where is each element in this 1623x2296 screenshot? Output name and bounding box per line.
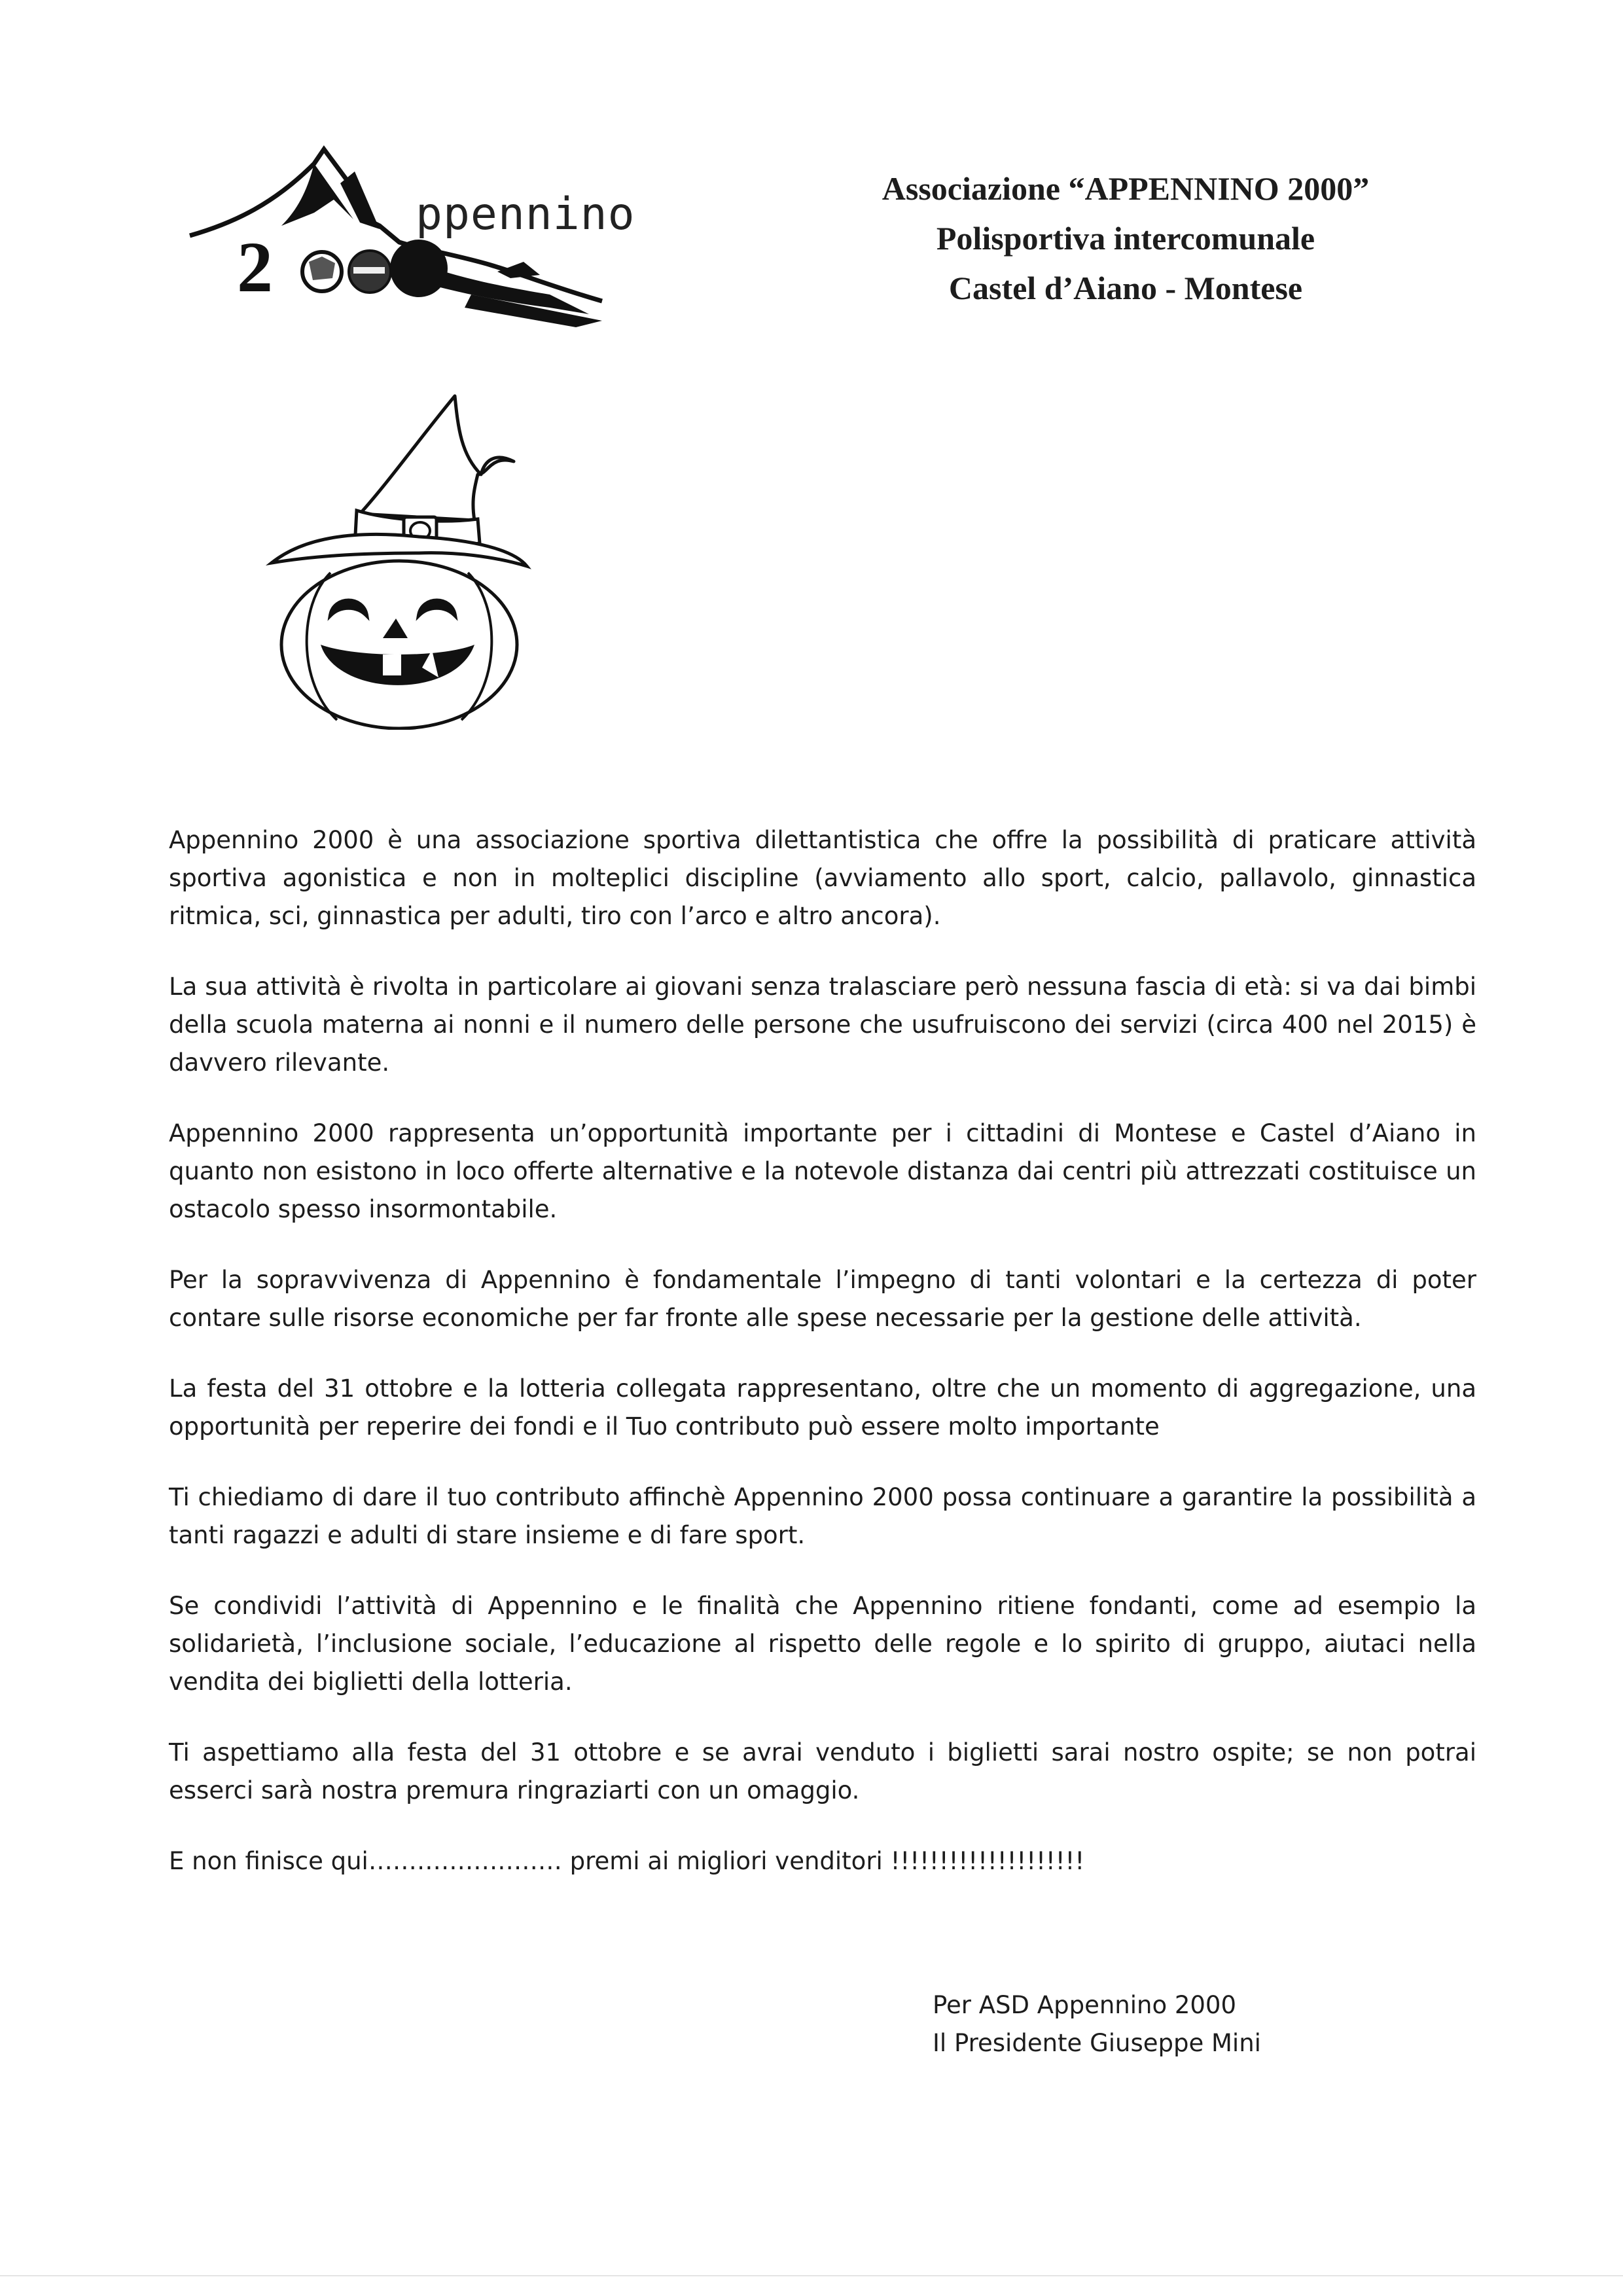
mountain-logo-icon (183, 144, 628, 340)
paragraph-lottery: Se condividi l’attività di Appennino e le finalità che Appennino ritiene fondanti, come ad esempio la solidarietà, l’inclusione sociale, l’educazione al rispetto delle regole e lo spirito di gruppo, aiutaci nella vendita dei biglietti della lotteria. (169, 1592, 1476, 1696)
paragraph-opportunity: Appennino 2000 rappresenta un’opportunità importante per i cittadini di Montese e Castel d’Aiano in quanto non esistono in loco offerte alternative e la notevole distanza dai centri più attrezzati costituisce un ostacolo spesso insormontabile. (169, 1119, 1476, 1223)
pumpkin-illustration (259, 389, 540, 730)
svg-text:2: 2 (237, 227, 273, 307)
paragraph-contribution: Ti chiediamo di dare il tuo contributo affinchè Appennino 2000 possa continuare a garantire la possibilità a tanti ragazzi e adulti di stare insieme e di fare sport. (169, 1483, 1476, 1549)
jack-o-lantern-icon (259, 389, 540, 730)
appennino-2000-logo (183, 144, 635, 340)
paragraph-intro: Appennino 2000 è una associazione sportiva dilettantistica che offre la possibilità di praticare attività sportiva agonistica e non in molteplici discipline (avviamento allo sport, calcio, pallavolo, ginnastica ritmica, sci, ginnastica per adulti, tiro con l’arco e altro ancora). (169, 826, 1476, 930)
signature-block (933, 1986, 1261, 2062)
signature-organization: Per ASD Appennino 2000 (933, 1991, 1237, 2019)
paragraph-volunteers: Per la sopravvivenza di Appennino è fondamentale l’impegno di tanti volontari e la certezza di poter contare sulle risorse economiche per far fronte alle spese necessarie per la gestione delle attività. (169, 1266, 1476, 1332)
closing-line: E non finisce qui…………………… premi ai migliori venditori !!!!!!!!!!!!!!!!!!!! (169, 1847, 1085, 1875)
letter-body (169, 821, 1476, 1913)
scan-edge-line (0, 2275, 1623, 2276)
header-line-association: Associazione “APPENNINO 2000” (882, 170, 1370, 207)
header-line-polisportiva: Polisportiva intercomunale (936, 220, 1315, 257)
signature-president: Il Presidente Giuseppe Mini (933, 2029, 1261, 2057)
paragraph-invitation: Ti aspettiamo alla festa del 31 ottobre e se avrai venduto i biglietti sarai nostro ospite; se non potrai esserci sarà nostra premura ringraziarti con un omaggio. (169, 1738, 1476, 1804)
organization-header (805, 164, 1446, 313)
paragraph-target-audience: La sua attività è rivolta in particolare ai giovani senza tralasciare però nessuna fascia di età: si va dai bimbi della scuola materna ai nonni e il numero delle persone che usufruiscono dei servizi (circa 400 nel 2015) è davvero rilevante. (169, 973, 1476, 1077)
header-line-towns: Castel d’Aiano - Montese (948, 270, 1303, 306)
paragraph-festival: La festa del 31 ottobre e la lotteria collegata rappresentano, oltre che un momento di aggregazione, una opportunità per reperire dei fondi e il Tuo contributo può essere molto importante (169, 1374, 1476, 1441)
logo-wordmark: ppennino (416, 188, 635, 240)
